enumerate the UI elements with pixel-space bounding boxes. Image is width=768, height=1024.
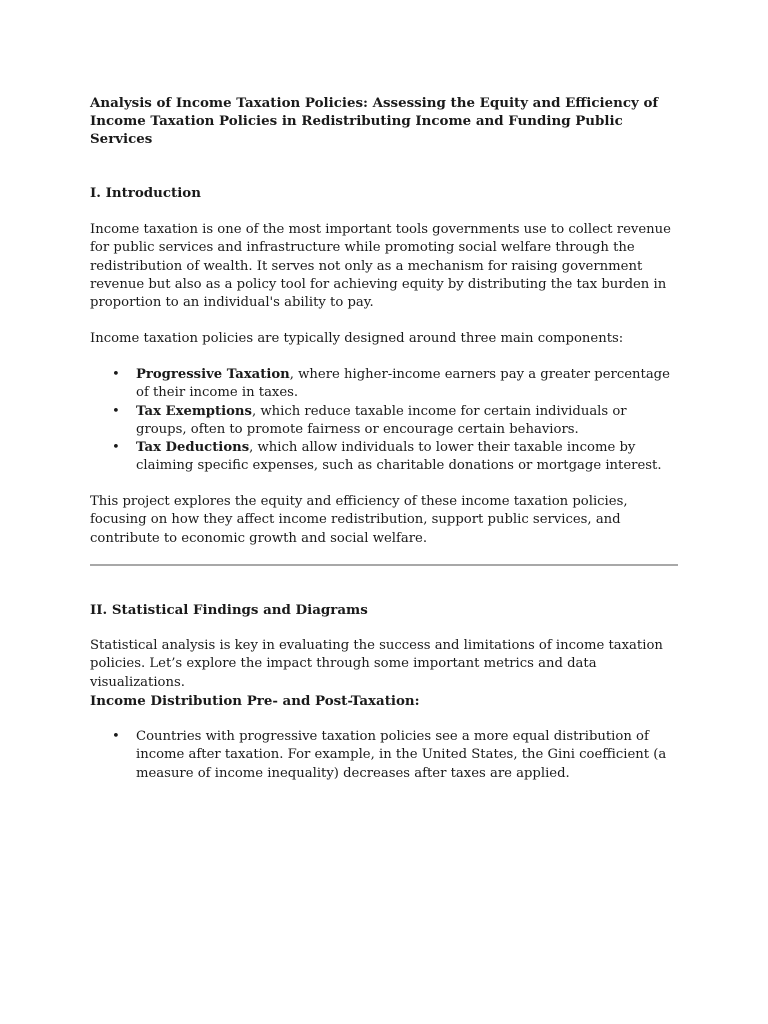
list-item-text: Countries with progressive taxation policies see a more equal distribution of income after taxation. For example, in the United States, the Gini coefficient (a measure of income inequality) decreases after taxes are applied. (136, 729, 667, 781)
list-item-text: , which allow individuals to lower their taxable income by claiming specific expenses, such as charitable donations or mortgage interest. (136, 440, 662, 474)
list-item-text: , where higher-income earners pay a greater percentage of their income in taxes. (136, 367, 670, 401)
list-item-gini-coefficient (90, 728, 680, 783)
list-item-term: Tax Deductions (136, 440, 250, 456)
bullet-icon: • (112, 729, 120, 744)
subheading-income-distribution: Income Distribution Pre- and Post-Taxation: (90, 693, 420, 709)
list-item-progressive-taxation (90, 366, 680, 403)
income-distribution-list (90, 728, 680, 783)
list-item-term: Tax Exemptions (136, 403, 252, 419)
horizontal-divider (90, 564, 678, 566)
intro-paragraph-3: This project explores the equity and efficiency of these income taxation policies, focusing on how they affect income redistribution, support public services, and contribute to economic growth and social welfare. (90, 494, 628, 546)
bullet-icon: • (112, 367, 120, 382)
bullet-icon: • (112, 403, 120, 419)
list-item-tax-deductions (90, 439, 680, 476)
stats-paragraph-1: Statistical analysis is key in evaluating the success and limitations of income taxation policies. Let’s explore the impact through some important metrics and data visualizations. (90, 638, 663, 690)
list-item-text: , which reduce taxable income for certain individuals or groups, often to promote fairness or encourage certain behaviors. (136, 403, 627, 437)
intro-paragraph-1: Income taxation is one of the most important tools governments use to collect revenue for public services and infrastructure while promoting social welfare through the redistribution of wealth. It serves not only as a mechanism for raising government revenue but also as a policy tool for achieving equity by distributing the tax burden in proportion to an individual's ability to pay. (90, 222, 671, 311)
document-title: Analysis of Income Taxation Policies: Assessing the Equity and Efficiency of Income Taxation Policies in Redistributing Income and Funding Public Services (90, 95, 659, 147)
section-heading-introduction: I. Introduction (90, 185, 201, 201)
bullet-icon: • (112, 440, 120, 456)
list-item-term: Progressive Taxation (136, 367, 290, 382)
section-heading-statistical-findings: II. Statistical Findings and Diagrams (90, 602, 368, 618)
intro-paragraph-2: Income taxation policies are typically designed around three main components: (90, 331, 624, 346)
list-item-tax-exemptions (90, 403, 680, 440)
components-list (90, 366, 680, 476)
